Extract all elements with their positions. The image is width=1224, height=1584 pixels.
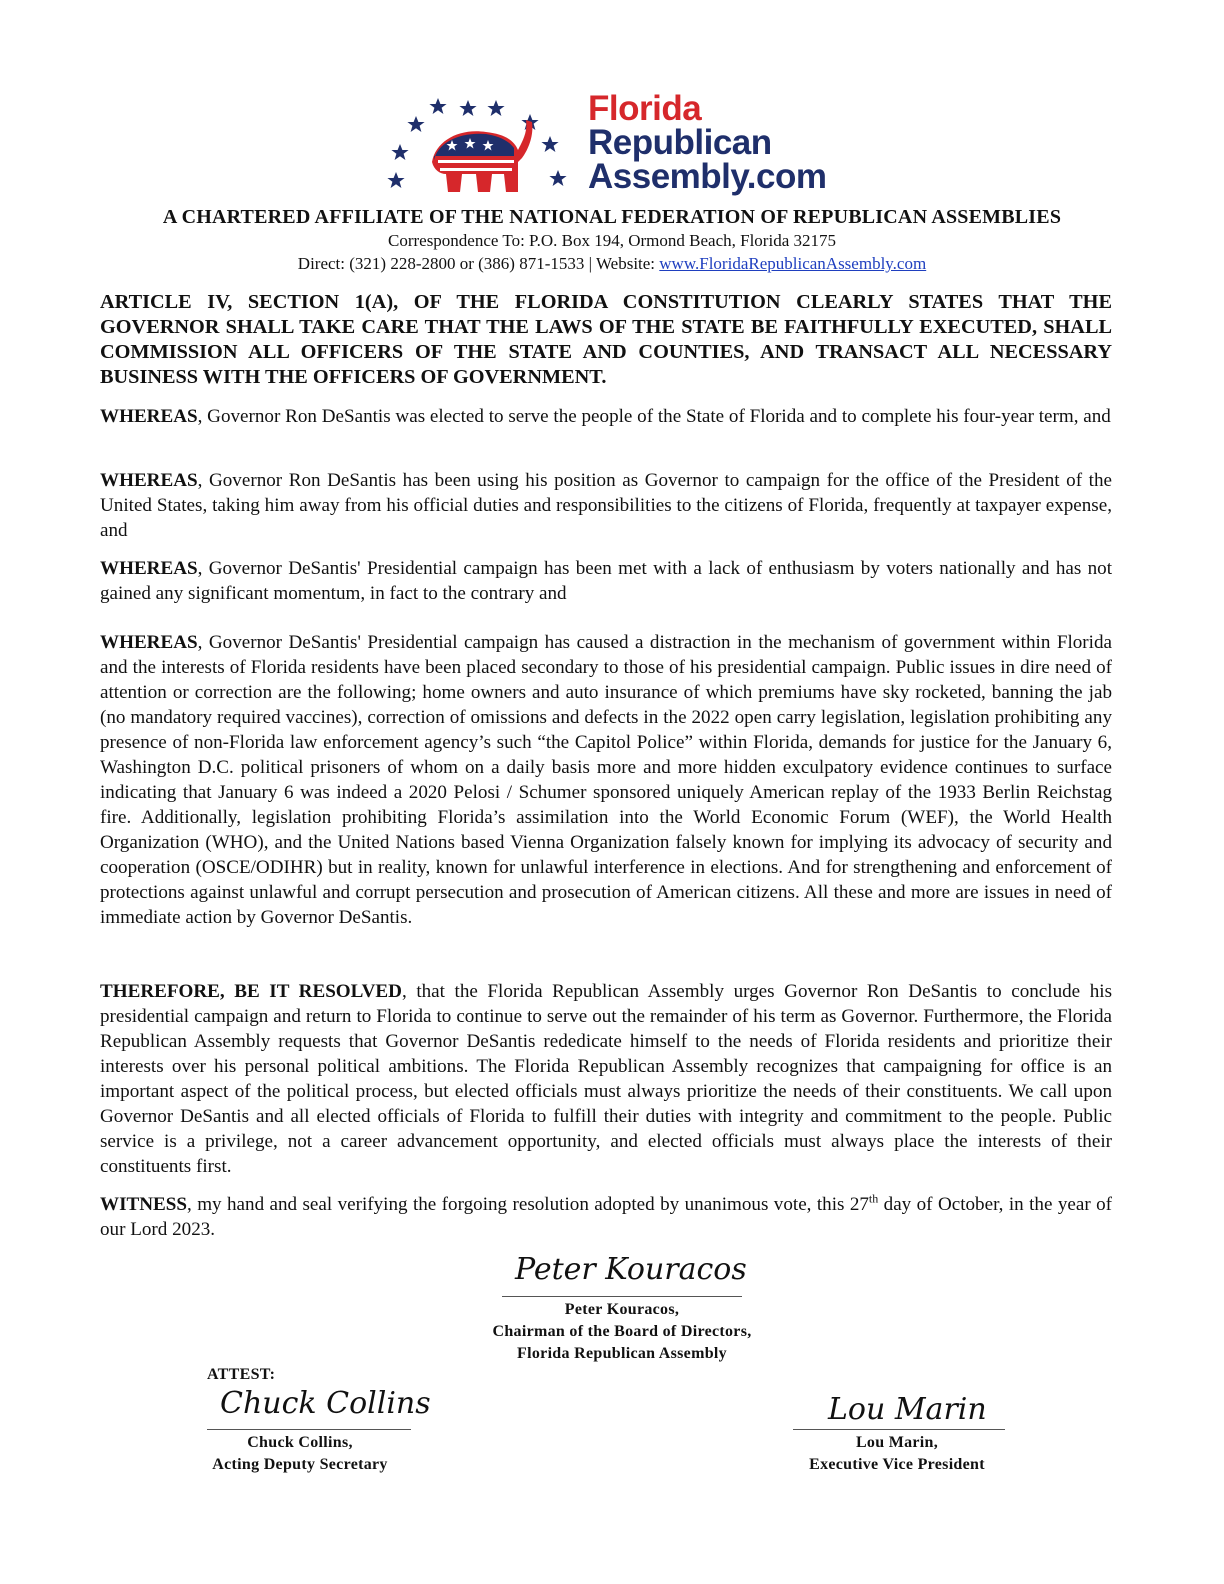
resolved-paragraph <box>100 979 1112 1179</box>
vice-president-name: Lou Marin, <box>855 1434 939 1451</box>
website-link[interactable]: www.FloridaRepublicanAssembly.com <box>659 254 927 273</box>
logo-line1: Florida <box>588 89 702 128</box>
vice-president-signature-line <box>793 1429 1005 1430</box>
logo-wordmark <box>588 89 827 196</box>
ordinal-suffix: th <box>868 1191 879 1206</box>
whereas-text: , Governor DeSantis' Presidential campaign has caused a distraction in the mechanism of government within Florida and the interests of Florida residents have been placed secondary to those of his presidential campaign. Public issues in dire need of attention or correction are the following; home owners and auto insurance of which premiums have sky rocketed, banning the jab (no mandatory required vaccines), correction of omissions and defects in the 2022 open carry legislation, legislation prohibiting any presence of non-Florida law enforcement agency’s such “the Capitol Police” within Florida, demands for justice for the January 6, Washington D.C. political prisoners of whom on a daily basis more and more hidden exculpatory evidence continues to surface indicating that January 6 was indeed a 2020 Pelosi / Schumer sponsored uniquely American replay of the 1933 Berlin Reichstag fire. Additionally, legislation prohibiting Florida’s assimilation into the World Economic Forum (WEF), the World Health Organization (WHO), and the United Nations based Vienna Organization falsely known for implying its advocacy of security and cooperation (OSCE/ODIHR) but in reality, known for unlawful interference in elections. And for strengthening and enforcement of protections against unlawful and corrupt persecution and prosecution of American citizens. All these and more are issues in need of immediate action by Governor DeSantis. <box>100 632 1112 928</box>
whereas-text: , Governor DeSantis' Presidential campaign has been met with a lack of enthusiasm by voters nationally and has not gained any significant momentum, in fact to the contrary and <box>100 558 1112 604</box>
witness-lead: WITNESS <box>100 1194 188 1215</box>
correspondence-address: Correspondence To: P.O. Box 194, Ormond Beach, Florida 32175 <box>387 231 836 250</box>
chairman-name: Peter Kouracos, <box>564 1301 680 1318</box>
logo-line2: Republican <box>588 123 772 162</box>
vice-president-signature: Lou Marin <box>828 1392 987 1427</box>
whereas-lead: WHEREAS <box>100 558 198 579</box>
witness-text-a: , my hand and seal verifying the forgoing resolution adopted by unanimous vote, this 27 <box>187 1194 869 1215</box>
witness-text-b: day of October, in the year of our Lord 2023. <box>100 1194 1112 1240</box>
whereas-paragraph-1 <box>100 404 1112 429</box>
secretary-signature: Chuck Collins <box>220 1386 431 1421</box>
resolution-title: ARTICLE IV, SECTION 1(A), OF THE FLORIDA CONSTITUTION CLEARLY STATES THAT THE GOVERNOR SHALL TAKE CARE THAT THE LAWS OF THE STATE BE FAITHFULLY EXECUTED, SHALL COMMISSION ALL OFFICERS OF THE STATE AND COUNTIES, AND TRANSACT ALL NECESSARY BUSINESS WITH THE OFFICERS OF GOVERNMENT. <box>100 291 1112 388</box>
affiliate-banner: A CHARTERED AFFILIATE OF THE NATIONAL FEDERATION OF REPUBLICAN ASSEMBLIES <box>162 206 1062 228</box>
chairman-signature-line <box>502 1296 742 1297</box>
whereas-text: , Governor Ron DeSantis has been using his position as Governor to campaign for the office of the President of the United States, taking him away from his official duties and responsibilities to the citizens of Florida, frequently at taxpayer expense, and <box>100 470 1112 541</box>
chairman-title: Chairman of the Board of Directors, <box>492 1323 752 1340</box>
florida-republican-assembly-logo <box>382 89 842 204</box>
attest-label: ATTEST: <box>207 1366 276 1383</box>
vice-president-title: Executive Vice President <box>809 1456 985 1473</box>
secretary-signature-line <box>207 1429 411 1430</box>
whereas-lead: WHEREAS <box>100 632 198 653</box>
secretary-block <box>180 1432 420 1476</box>
whereas-lead: WHEREAS <box>100 406 198 427</box>
chairman-block <box>460 1299 784 1365</box>
whereas-paragraph-4 <box>100 630 1112 930</box>
whereas-paragraph-3 <box>100 556 1112 606</box>
secretary-name: Chuck Collins, <box>247 1434 353 1451</box>
logo-line3: Assembly.com <box>588 157 827 196</box>
whereas-paragraph-2 <box>100 468 1112 543</box>
secretary-title: Acting Deputy Secretary <box>212 1456 388 1473</box>
resolved-lead: THEREFORE, BE IT RESOLVED <box>100 981 402 1002</box>
witness-paragraph <box>100 1192 1112 1242</box>
phone-numbers: Direct: (321) 228-2800 or (386) 871-1533 | Website: <box>297 254 660 273</box>
elephant-stars-icon <box>382 92 582 204</box>
whereas-lead: WHEREAS <box>100 470 198 491</box>
chairman-organization: Florida Republican Assembly <box>517 1345 727 1362</box>
contact-line <box>0 254 1224 274</box>
chairman-signature: Peter Kouracos <box>515 1252 747 1287</box>
resolved-text: , that the Florida Republican Assembly urges Governor Ron DeSantis to conclude his presidential campaign and return to Florida to continue to serve out the remainder of his term as Governor. Furthermore, the Florida Republican Assembly requests that Governor DeSantis rededicate himself to the needs of Florida residents and prioritize their interests over his personal political ambitions. The Florida Republican Assembly recognizes that campaigning for office is an important aspect of the political process, but elected officials must always prioritize the needs of their constituents. We call upon Governor DeSantis and all elected officials of Florida to fulfill their duties with integrity and commitment to the people. Public service is a privilege, not a career advancement opportunity, and elected officials must always place the interests of their constituents first. <box>100 981 1113 1177</box>
vice-president-block <box>770 1432 1024 1476</box>
whereas-text: , Governor Ron DeSantis was elected to serve the people of the State of Florida and to complete his four-year term, and <box>197 406 1111 427</box>
